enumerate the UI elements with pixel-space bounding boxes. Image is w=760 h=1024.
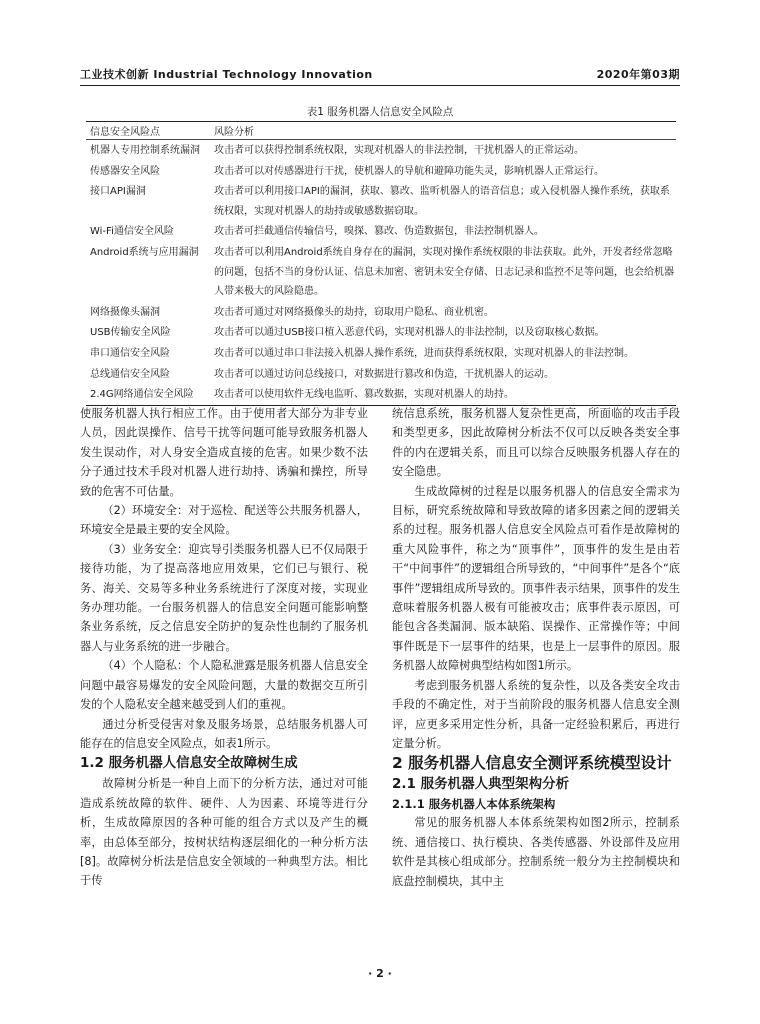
risk-point-cell: Android系统与应用漏洞 [90,246,199,258]
section-heading-1-2: 1.2 服务机器人信息安全故障树生成 [80,755,298,772]
table-row [86,322,676,343]
risk-analysis-cell: 攻击者可以利用Android系统自身存在的漏洞，实现对操作系统权限的非法获取。此外，开发者经常忽略的问题，包括不当的身份认证、信息未加密、密钥未安全存储、日志记录和监控不足等问题，也会给机器人带来极大的风险隐患。 [214,246,674,298]
risk-analysis-cell: 攻击者可以对传感器进行干扰，使机器人的导航和避障功能失灵，影响机器人正常运行。 [214,165,604,177]
table-row [86,242,676,302]
paragraph: 常见的服务机器人本体系统架构如图2所示，控制系统、通信接口、执行模块、各类传感器、外设部件及应用软件是其核心组成部分。控制系统一般分为主控制模块和底盘控制模块，其中主 [392,816,680,888]
issue-label: 2020年第03期 [596,68,680,81]
paragraph: 故障树分析是一种自上而下的分析方法，通过对可能造成系统故障的软件、硬件、人为因素、环境等进行分析，生成故障原因的各种可能的组合方式以及产生的概率，由总体至部分，按树状结构逐层细化的一种分析方法[8]。故障树分析法是信息安全领域的一种典型方法。相比于传 [80,777,368,888]
risk-analysis-cell: 攻击者可以获得控制系统权限，实现对机器人的非法控制，干扰机器人的正常运动。 [214,145,584,156]
table-row [86,384,676,405]
risk-analysis-cell: 攻击者可通过对网络摄像头的劫持，窃取用户隐私、商业机密。 [214,306,494,318]
table-header-row [86,122,676,140]
section-heading-2-1: 2.1 服务机器人典型架构分析 [392,776,570,793]
risk-analysis-cell: 攻击者可以使用软件无线电监听、篡改数据，实现对机器人的劫持。 [214,389,514,401]
risk-analysis-cell: 攻击者可以通过串口非法接入机器人操作系统，进而获得系统权限，实现对机器人的非法控制。 [214,347,634,359]
right-column [392,404,680,891]
risk-analysis-cell: 攻击者可以通过USB接口植入恶意代码，实现对机器人的非法控制，以及窃取核心数据。 [214,327,605,339]
paragraph: （4）个人隐私：个人隐私泄露是服务机器人信息安全问题中最容易爆发的安全风险问题，大量的数据交互所引发的个人隐私安全越来越受到人们的重视。 [80,659,368,712]
header-rule [80,85,680,86]
table-caption: 表1 服务机器人信息安全风险点 [306,106,454,118]
paragraph: 生成故障树的过程是以服务机器人的信息安全需求为目标，研究系统故障和导致故障的诸多因素之间的逻辑关系的过程。服务机器人信息安全风险点可看作是故障树的重大风险事件，称之为“顶事件”，顶事件的发生是由若干“中间事件”的逻辑组合所导致的，“中间事件”是各个“底事件”逻辑组成所导致的。顶事件表示结果，顶事件的发生意味着服务机器人极有可能被攻击；底事件表示原因，可能包含各类漏洞、版本缺陷、误操作、正常操作等；中间事件既是下一层事件的结果，也是上一层事件的原因。服务机器人故障树典型结构如图1所示。 [392,484,680,673]
risk-analysis-cell: 攻击者可以通过访问总线接口，对数据进行篡改和伪造，干扰机器人的运动。 [214,368,554,380]
column-header-point: 信息安全风险点 [90,127,160,138]
risk-point-cell: 2.4G网络通信安全风险 [90,389,194,401]
paragraph: 统信息系统，服务机器人复杂性更高，所面临的攻击手段和类型更多，因此故障树分析法不仅可以反映各类安全事件的内在逻辑关系，而且可以综合反映服务机器人存在的安全隐患。 [392,407,680,479]
table-row [86,364,676,385]
risk-point-cell: 机器人专用控制系统漏洞 [90,145,200,156]
risk-analysis-cell: 攻击者可以利用接口API的漏洞，获取、篡改、监听机器人的语音信息；或入侵机器人操作系统，获取系统权限，实现对机器人的劫持或敏感数据窃取。 [214,186,670,217]
running-header [80,64,680,84]
paragraph: （3）业务安全：迎宾导引类服务机器人已不仅局限于接待功能，为了提高落地应用效果，它们已与银行、税务、海关、交易等多种业务系统进行了深度对接，实现业务办理功能。一台服务机器人的信息安全问题可能影响整条业务系统，反之信息安全防护的复杂性也制约了服务机器人与业务系统的进一步融合。 [80,542,368,653]
risk-analysis-cell: 攻击者可拦截通信传输信号，嗅探、篡改、伪造数据包，非法控制机器人。 [214,226,544,238]
table-row [86,343,676,364]
paragraph: 考虑到服务机器人系统的复杂性，以及各类安全攻击手段的不确定性，对于当前阶段的服务机器人信息安全测评，应更多采用定性分析，具备一定经验积累后，再进行定量分析。 [392,678,680,750]
risk-point-cell: 串口通信安全风险 [90,347,170,359]
table-row [86,140,676,161]
risk-point-cell: 传感器安全风险 [90,165,160,177]
paragraph: （2）环境安全：对于巡检、配送等公共服务机器人，环境安全是最主要的安全风险。 [80,504,368,537]
table-row [86,181,676,221]
page-number: · 2 · [368,967,392,980]
risk-table [86,121,676,406]
column-header-analysis: 风险分析 [214,127,254,138]
risk-point-cell: 总线通信安全风险 [90,368,170,380]
table-row [86,221,676,242]
table-row [86,161,676,182]
table-row [86,302,676,323]
risk-point-cell: Wi-Fi通信安全风险 [90,226,174,238]
left-column [80,404,368,891]
risk-point-cell: 网络摄像头漏洞 [90,306,160,318]
paragraph: 使服务机器人执行相应工作。由于使用者大部分为非专业人员，因此误操作、信号干扰等问题可能导致服务机器人发生误动作，对人身安全造成直接的危害。如果少数不法分子通过技术手段对机器人进行劫持、诱骗和操控，所导致的危害不可估量。 [80,407,368,498]
paragraph: 通过分析受侵害对象及服务场景，总结服务机器人可能存在的信息安全风险点，如表1所示。 [80,717,368,750]
risk-point-cell: 接口API漏洞 [90,186,146,198]
section-heading-2: 2 服务机器人信息安全测评系统模型设计 [392,754,672,773]
journal-title: 工业技术创新 Industrial Technology Innovation [80,68,373,81]
section-heading-2-1-1: 2.1.1 服务机器人本体系统架构 [392,797,556,812]
risk-point-cell: USB传输安全风险 [90,327,171,339]
